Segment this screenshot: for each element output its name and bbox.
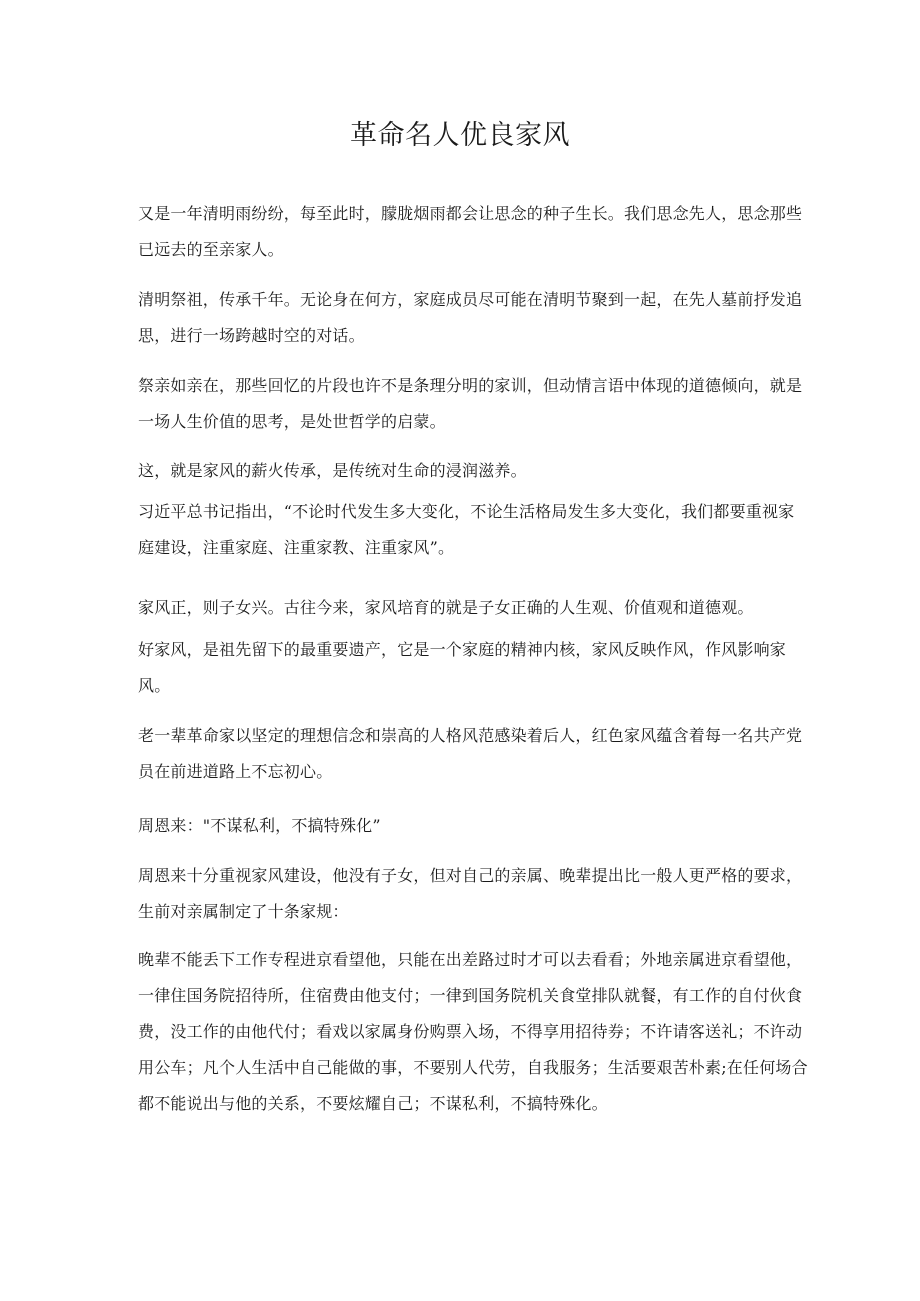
document-title: 革命名人优良家风 xyxy=(350,120,570,151)
paragraph-7: 好家风，是祖先留下的最重要遗产，它是一个家庭的精神内核，家风反映作风，作风影响家风。 xyxy=(138,640,787,695)
paragraph-11: 晚辈不能丢下工作专程进京看望他，只能在出差路过时才可以去看看；外地亲属进京看望他，一律住国务院招待所，住宿费由他支付；一律到国务院机关食堂排队就餐，有工作的自付伙食费，没工作的由他代付；看戏以家属身份购票入场，不得享用招待券；不许请客送礼；不许动用公车；凡个人生活中自己能做的事，不要别人代劳，自我服务；生活要艰苦朴素;在任何场合都不能说出与他的关系，不要炫耀自己；不谋私利，不搞特殊化。 xyxy=(138,950,808,1113)
paragraph-6: 家风正，则子女兴。古往今来，家风培育的就是子女正确的人生观、价值观和道德观。 xyxy=(138,598,754,617)
paragraph-1: 又是一年清明雨纷纷，每至此时，朦胧烟雨都会让思念的种子生长。我们思念先人，思念那些已远去的至亲家人。 xyxy=(138,204,803,259)
paragraph-8: 老一辈革命家以坚定的理想信念和崇高的人格风范感染着后人，红色家风蕴含着每一名共产党员在前进道路上不忘初心。 xyxy=(138,726,803,781)
paragraph-5: 习近平总书记指出，“不论时代发生多大变化，不论生活格局发生多大变化，我们都要重视家庭建设，注重家庭、注重家教、注重家风”。 xyxy=(138,502,795,557)
paragraph-9: 周恩来："不谋私利，不搞特殊化” xyxy=(138,816,381,835)
paragraph-2: 清明祭祖，传承千年。无论身在何方，家庭成员尽可能在清明节聚到一起，在先人墓前抒发追思，进行一场跨越时空的对话。 xyxy=(138,290,803,345)
paragraph-3: 祭亲如亲在，那些回忆的片段也许不是条理分明的家训，但动情言语中体现的道德倾向，就是一场人生价值的思考，是处世哲学的启蒙。 xyxy=(138,376,803,431)
paragraph-10: 周恩来十分重视家风建设，他没有子女，但对自己的亲属、晚辈提出比一般人更严格的要求，生前对亲属制定了十条家规： xyxy=(138,866,803,921)
paragraph-4: 这，就是家风的薪火传承，是传统对生命的浸润滋养。 xyxy=(138,461,527,480)
